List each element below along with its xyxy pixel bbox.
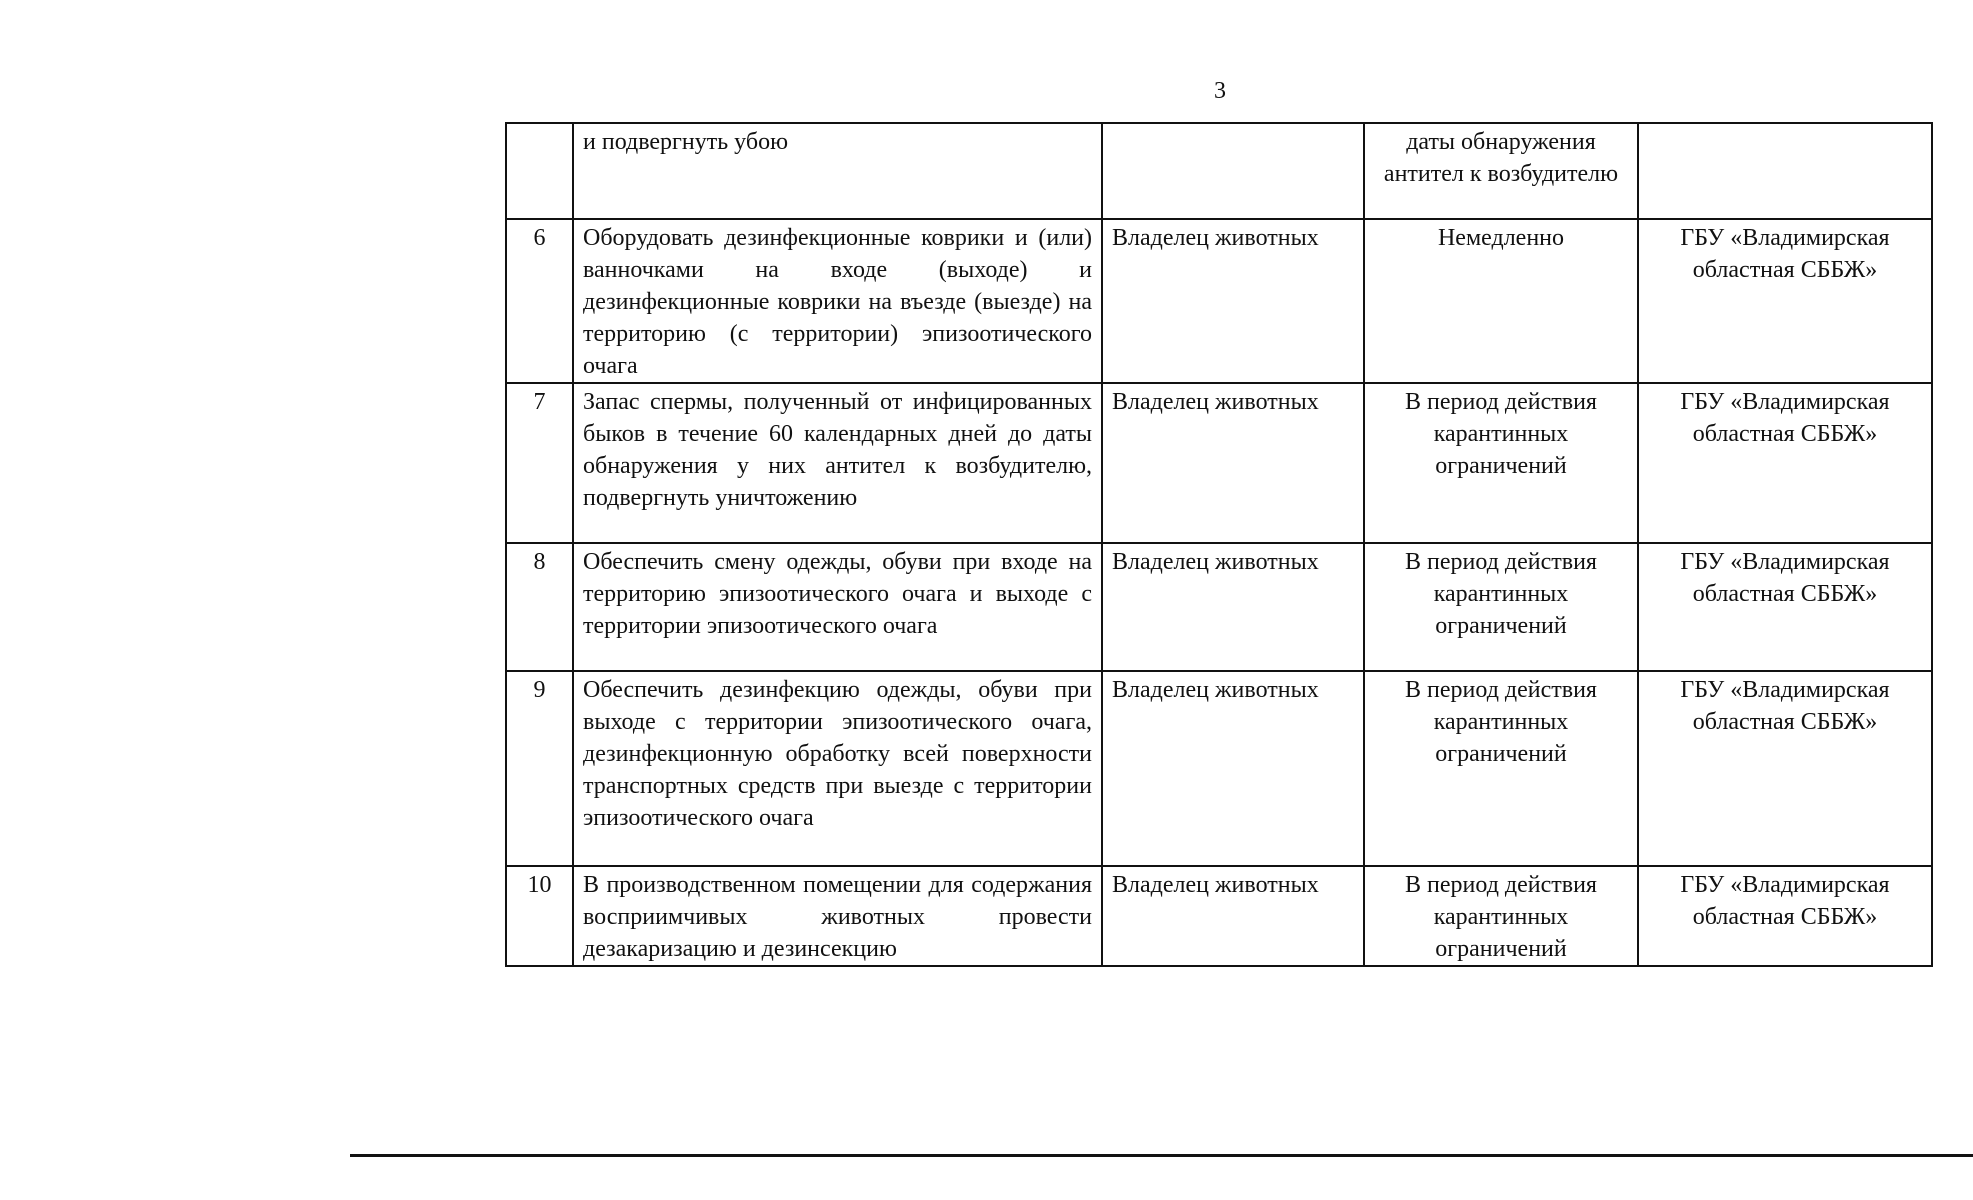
deadline: даты обнаружения антител к возбудителю [1364,123,1638,219]
responsible-party: Владелец животных [1102,671,1364,866]
table-row [506,543,1932,671]
responsible-party: Владелец животных [1102,866,1364,966]
measure-text: Обеспечить дезинфекцию одежды, обуви при выходе с территории эпизоотического очага, дезинфекционную обработку всей поверхности транспортных средств при выезде с территории эпизоотического очага [573,671,1102,866]
controller: ГБУ «Владимирская областная СББЖ» [1638,671,1932,866]
page-number: 3 [1214,78,1226,104]
controller: ГБУ «Владимирская областная СББЖ» [1638,383,1932,543]
responsible-party: Владелец животных [1102,383,1364,543]
table-row [506,866,1932,966]
table-row [506,219,1932,383]
row-number [506,123,573,219]
row-number: 6 [506,219,573,383]
row-number: 7 [506,383,573,543]
controller: ГБУ «Владимирская областная СББЖ» [1638,866,1932,966]
deadline: В период действия карантинных ограничений [1364,671,1638,866]
row-number: 8 [506,543,573,671]
responsible-party: Владелец животных [1102,219,1364,383]
row-number: 10 [506,866,573,966]
bottom-divider [350,1154,1973,1157]
controller: ГБУ «Владимирская областная СББЖ» [1638,219,1932,383]
deadline: В период действия карантинных ограничений [1364,543,1638,671]
deadline: В период действия карантинных ограничений [1364,866,1638,966]
measure-text: В производственном помещении для содержания восприимчивых животных провести дезакаризацию и дезинсекцию [573,866,1102,966]
table-row [506,671,1932,866]
deadline: Немедленно [1364,219,1638,383]
deadline: В период действия карантинных ограничений [1364,383,1638,543]
responsible-party: Владелец животных [1102,543,1364,671]
measure-text: Оборудовать дезинфекционные коврики и (или) ванночками на входе (выходе) и дезинфекционные коврики на въезде (выезде) на территорию (с территории) эпизоотического очага [573,219,1102,383]
table-row [506,123,1932,219]
table-row [506,383,1932,543]
controller [1638,123,1932,219]
measure-text: Обеспечить смену одежды, обуви при входе на территорию эпизоотического очага и выходе с территории эпизоотического очага [573,543,1102,671]
measures-table [505,122,1933,967]
controller: ГБУ «Владимирская областная СББЖ» [1638,543,1932,671]
row-number: 9 [506,671,573,866]
measure-text: и подвергнуть убою [573,123,1102,219]
responsible-party [1102,123,1364,219]
measure-text: Запас спермы, полученный от инфицированных быков в течение 60 календарных дней до даты обнаружения у них антител к возбудителю, подвергнуть уничтожению [573,383,1102,543]
